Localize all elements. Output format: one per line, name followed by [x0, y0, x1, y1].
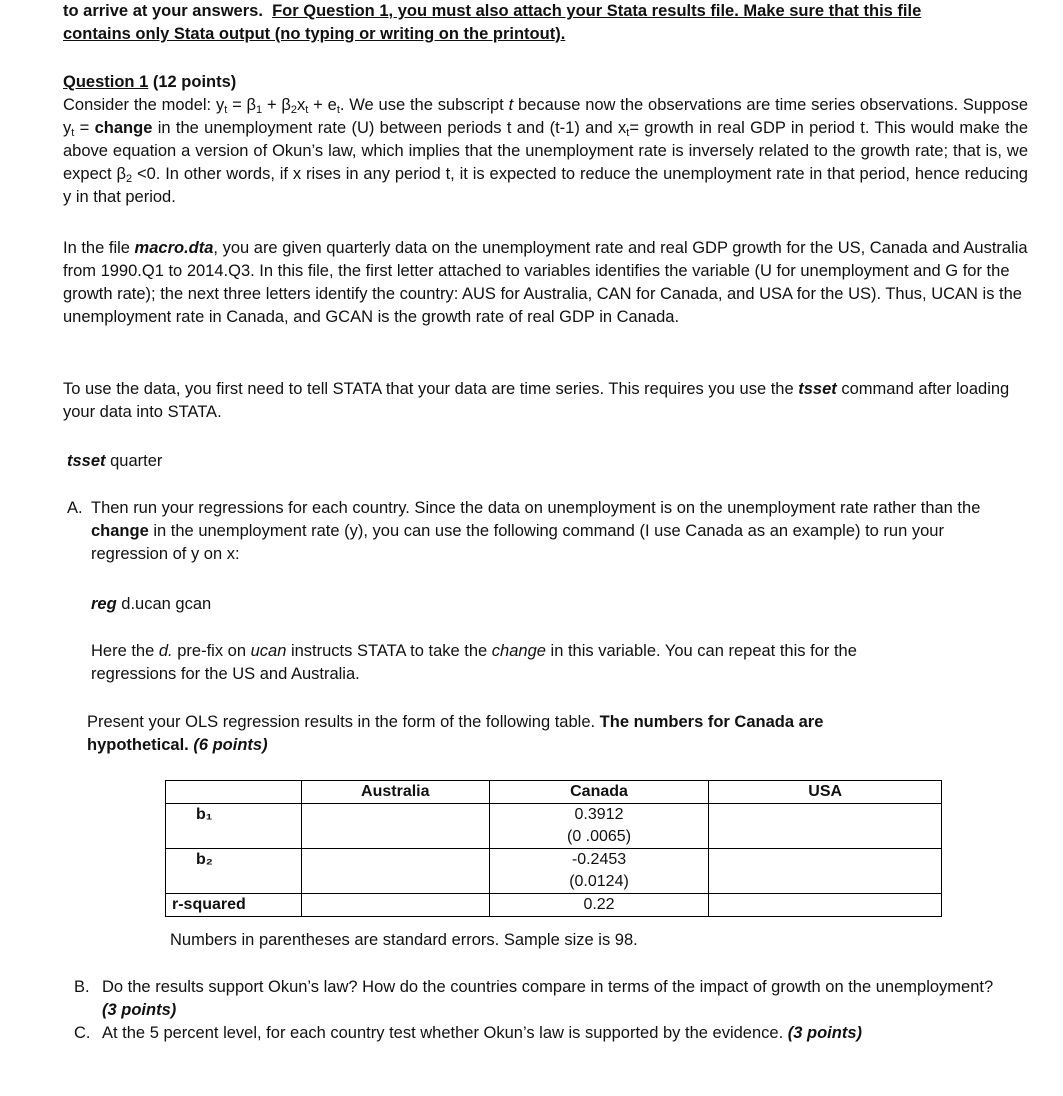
part-a	[67, 497, 992, 566]
header-lead: to arrive at your answers.	[63, 2, 263, 20]
australia-b1-cell	[301, 804, 489, 849]
part-a-text: Then run your regressions for each country. Since the data on unemployment is on the unemployment rate rather than the change in the unemployment rate (y), you can use the following command (I use Canada as an example) to run your regression of y on x:	[91, 499, 981, 563]
data-description-paragraph: In the file macro.dta, you are given quarterly data on the unemployment rate and real GDP growth for the US, Canada and Australia from 1990.Q1 to 2014.Q3. In this file, the first letter attached to variables identifies the variable (U for unemployment and G for the growth rate); the next three letters identify the country: AUS for Australia, CAN for Canada, and USA for the US). Thus, UCAN is the unemployment rate in Canada, and GCAN is the growth rate of real GDP in Canada.	[63, 239, 1028, 326]
canada-b2-value: -0.2453	[571, 851, 627, 868]
header-instruction	[63, 0, 1028, 46]
canada-b2-se: (0.0124)	[569, 873, 629, 890]
b1-label: b₁	[166, 804, 302, 849]
question-heading	[63, 71, 1028, 94]
table-instruction: Present your OLS regression results in the form of the following table. The numbers for Canada are hypothetical. (6 points)	[87, 713, 824, 754]
dprefix-explanation: Here the d. pre-fix on ucan instructs STATA to take the change in this variable. You can repeat this for the regressions for the US and Australia.	[91, 642, 857, 683]
australia-r2-cell	[301, 894, 489, 917]
question-title: Question 1	[63, 73, 149, 91]
table-row-r2	[166, 894, 942, 917]
usa-b2-cell	[709, 849, 942, 894]
canada-b2-cell	[489, 849, 709, 894]
table-header-australia: Australia	[301, 781, 489, 804]
table-header-usa: USA	[709, 781, 942, 804]
usa-r2-cell	[709, 894, 942, 917]
part-b	[74, 976, 1004, 1022]
question-points: (12 points)	[152, 73, 237, 91]
canada-b1-cell	[489, 804, 709, 849]
table-header-corner	[166, 781, 302, 804]
table-header-canada: Canada	[489, 781, 709, 804]
part-c	[74, 1022, 1004, 1045]
part-c-letter: C.	[74, 1024, 91, 1042]
model-paragraph: Consider the model: $y_t = \beta_1 + \beta_2x_t + e_t$. We use the subscript t because now the observations are time series observations. Suppose $y_t$ = change in the unemployment rate (U) between periods t and (t-1) and $x_t=$ growth in real GDP in period t. This would make the above equation a version of Okun’s law, which implies that the unemployment rate is inversely related to the growth rate; that is, we expect $\beta_2 <0$. In other words, if x rises in any period t, it is expected to reduce the unemployment rate in that period, hence reducing y in that period.	[63, 96, 1029, 206]
change-emphasis: change	[94, 119, 153, 137]
table-row-b2	[166, 849, 942, 894]
part-a-letter: A.	[67, 499, 83, 517]
usa-b1-cell	[709, 804, 942, 849]
part-b-letter: B.	[74, 978, 90, 996]
stata-instruction-line2: contains only Stata output (no typing or writing on the printout).	[63, 25, 566, 43]
stata-instruction-line1: For Question 1, you must also attach your Stata results file. Make sure that this file	[272, 2, 922, 20]
part-c-text: At the 5 percent level, for each country test whether Okun’s law is supported by the evidence. (3 points)	[102, 1024, 862, 1042]
b2-label: b₂	[166, 849, 302, 894]
tsset-command: tsset quarter	[67, 452, 163, 470]
canada-b1-value: 0.3912	[574, 806, 624, 823]
part-b-text: Do the results support Okun’s law? How do the countries compare in terms of the impact of growth on the unemployment? (3 points)	[102, 978, 994, 1019]
australia-b2-cell	[301, 849, 489, 894]
table-header-row	[166, 781, 942, 804]
tsset-instruction-paragraph: To use the data, you first need to tell STATA that your data are time series. This requires you use the tsset command after loading your data into STATA.	[63, 380, 1010, 421]
regression-results-table	[165, 780, 942, 917]
reg-command: reg d.ucan gcan	[91, 595, 212, 613]
table-row-b1	[166, 804, 942, 849]
canada-r2-value: 0.22	[489, 894, 709, 917]
canada-b1-se: (0 .0065)	[566, 828, 632, 845]
table-note: Numbers in parentheses are standard errors. Sample size is 98.	[170, 931, 638, 949]
r-squared-label: r-squared	[166, 894, 302, 917]
file-name: macro.dta	[134, 239, 214, 257]
